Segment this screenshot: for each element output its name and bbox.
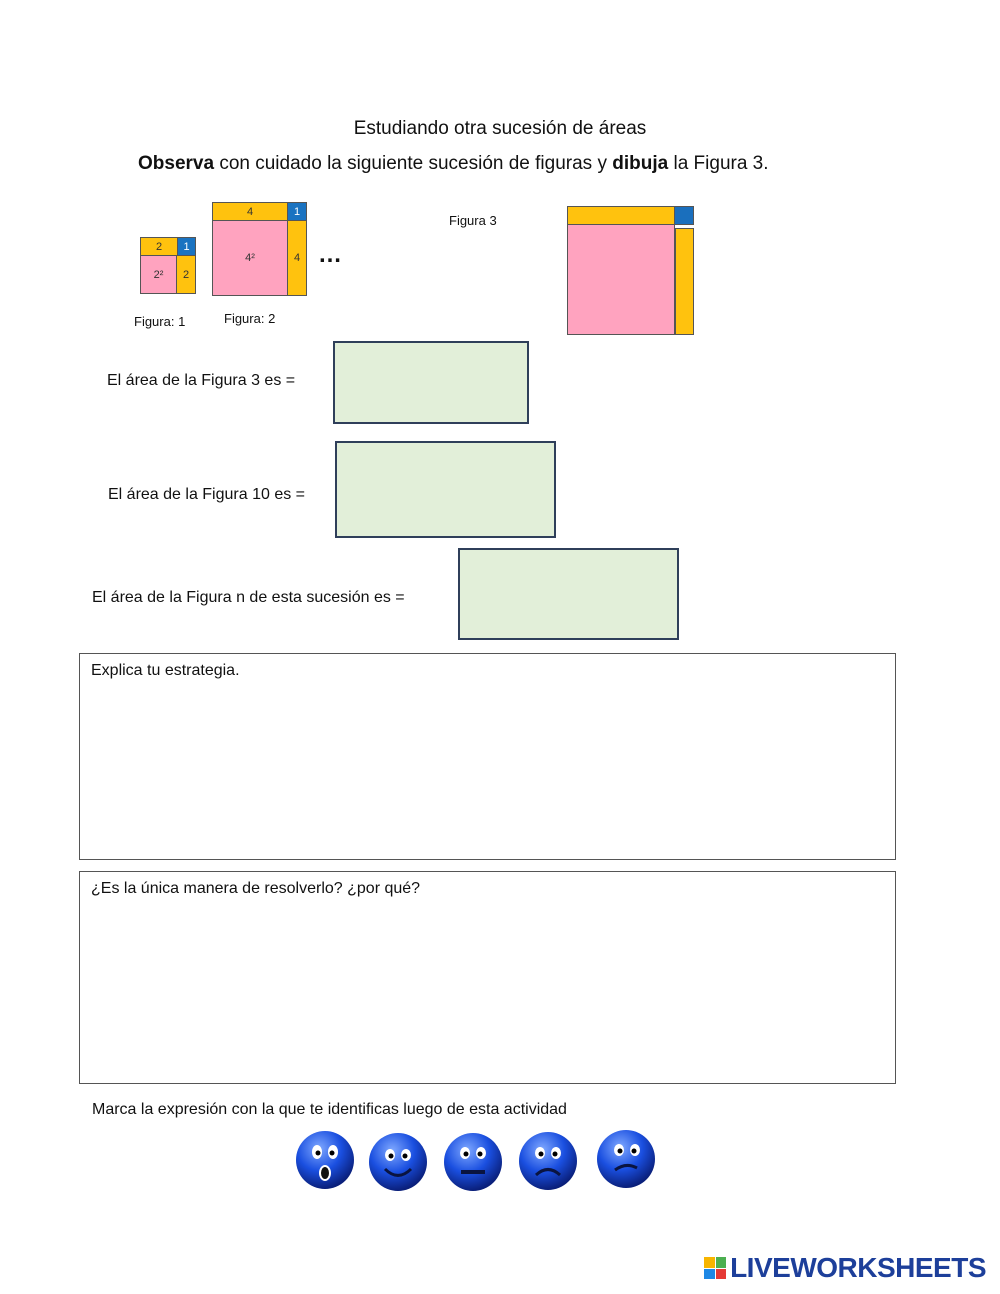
liveworksheets-logo-icon [704, 1257, 726, 1279]
strategy-label: Explica tu estrategia. [91, 662, 240, 679]
instruction-part-1: con cuidado la siguiente sucesión de figuras y [214, 153, 613, 174]
worksheet-title: Estudiando otra sucesión de áreas [353, 118, 647, 139]
figure-1-corner-label: 1 [183, 240, 190, 253]
figure-1-main-square [140, 255, 177, 294]
answer-figure-n-input[interactable] [458, 548, 679, 640]
sad-face-icon[interactable] [518, 1131, 578, 1191]
happy-face-icon[interactable] [368, 1132, 428, 1192]
question-figure-3-label: El área de la Figura 3 es = [107, 372, 296, 389]
figure-2-square-label: 4² [245, 252, 255, 264]
figure-1-side-rect [176, 255, 196, 294]
figure-2 [212, 202, 307, 296]
figure-2-side-rect [287, 220, 307, 296]
unique-way-label: ¿Es la única manera de resolverlo? ¿por qué? [91, 880, 421, 897]
figure-3-corner-square [674, 206, 694, 225]
answer-figure-3-input[interactable] [333, 341, 529, 424]
figure-3 [567, 206, 694, 335]
figure-2-top-rect [212, 202, 288, 221]
neutral-face-icon[interactable] [443, 1132, 503, 1192]
figure-1 [140, 237, 196, 295]
strategy-textbox[interactable] [79, 653, 896, 860]
brand-text: LIVEWORKSHEETS [730, 1252, 986, 1283]
figure-3-top-rect [567, 206, 675, 225]
figure-2-side-label: 4 [293, 252, 301, 264]
faces-prompt: Marca la expresión con la que te identificas luego de esta actividad [92, 1101, 567, 1118]
liveworksheets-brand [704, 1252, 986, 1284]
question-figure-10-label: El área de la Figura 10 es = [108, 486, 306, 503]
instruction-part-2: la Figura 3. [668, 153, 769, 174]
figure-1-top-label: 2 [155, 240, 163, 253]
figure-2-top-label: 4 [246, 205, 254, 218]
figure-1-top-rect [140, 237, 178, 256]
unique-way-textbox[interactable] [79, 871, 896, 1084]
instruction-bold-draw: dibuja [612, 153, 669, 174]
figure-2-caption: Figura: 2 [224, 311, 276, 326]
figure-3-caption: Figura 3 [449, 213, 497, 228]
question-figure-n-label: El área de la Figura n de esta sucesión es = [92, 589, 405, 606]
instruction-bold-observe: Observa [138, 153, 215, 174]
figure-2-main-square [212, 220, 288, 296]
figure-1-side-label: 2 [182, 268, 190, 281]
surprised-face-icon[interactable] [295, 1130, 355, 1190]
figure-1-corner-square [177, 237, 196, 256]
figure-3-main-square [567, 224, 675, 335]
figure-3-side-rect [675, 228, 694, 335]
figure-2-corner-square [287, 202, 307, 221]
figure-1-square-label: 2² [153, 268, 164, 281]
confused-face-icon[interactable] [596, 1129, 656, 1189]
answer-figure-10-input[interactable] [335, 441, 556, 538]
instruction-text [138, 153, 769, 175]
ellipsis: … [318, 241, 342, 268]
figure-1-caption: Figura: 1 [134, 314, 186, 329]
figure-2-corner-label: 1 [293, 205, 301, 218]
